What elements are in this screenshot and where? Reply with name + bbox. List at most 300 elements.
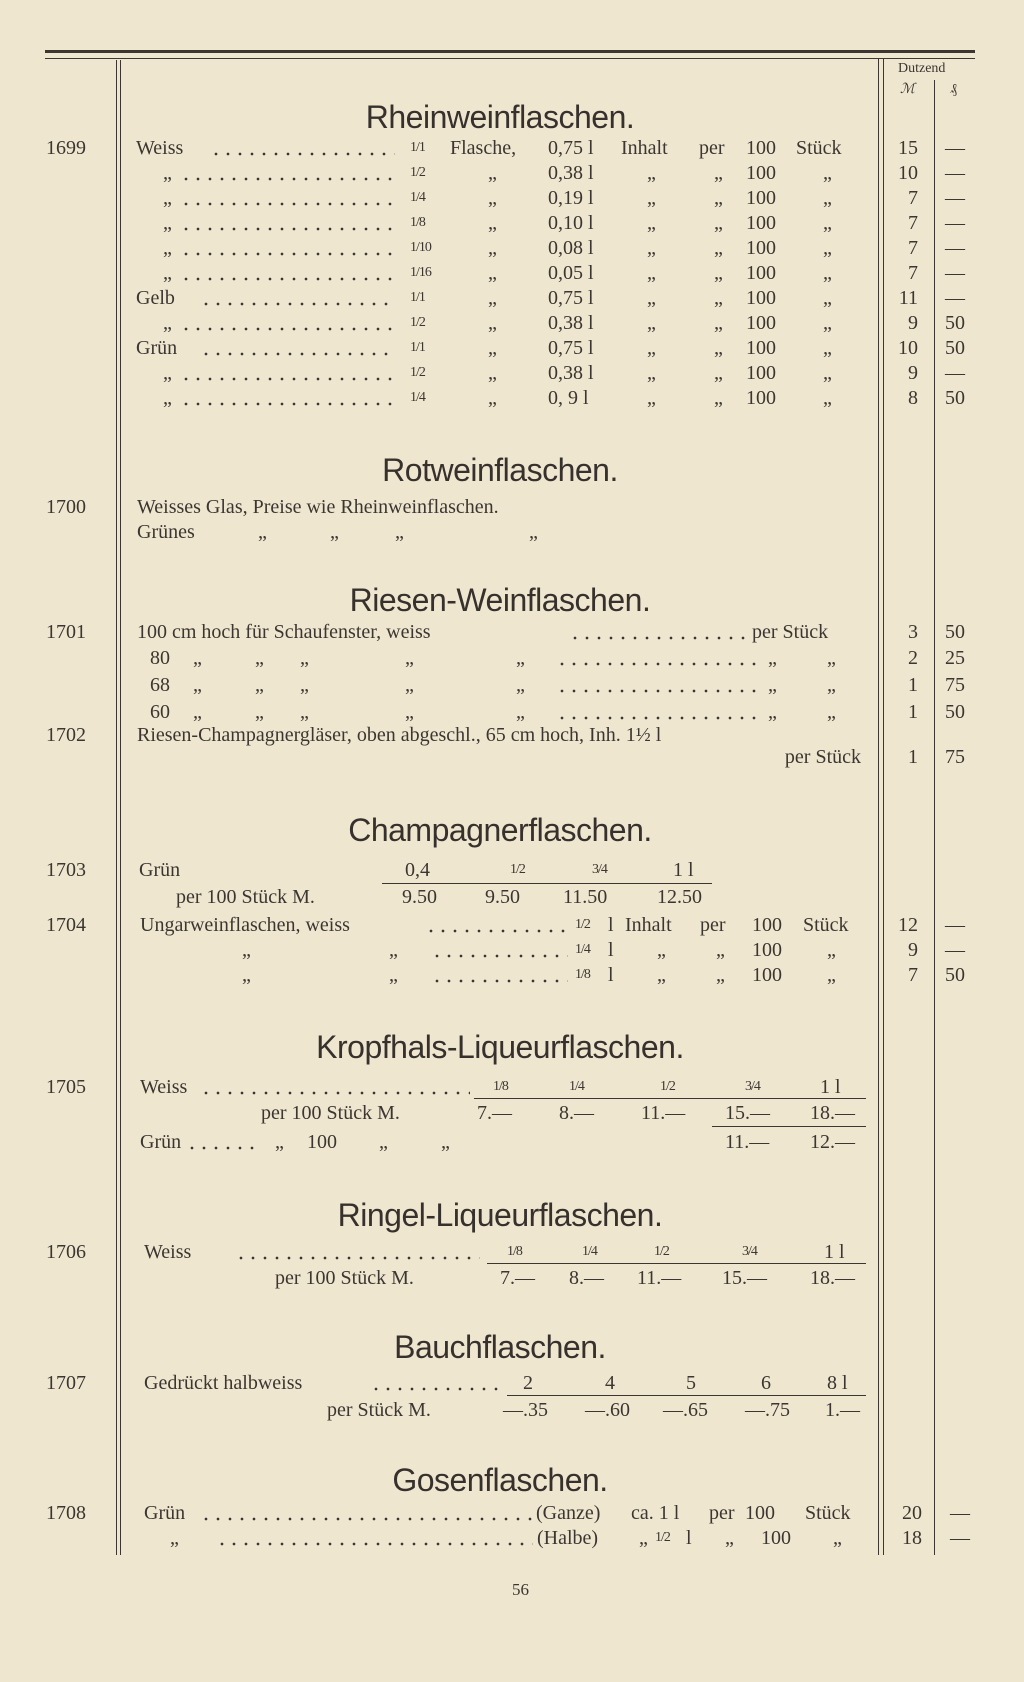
- quantity: 100: [746, 262, 776, 284]
- dot-leader: [216, 1542, 533, 1546]
- ditto-mark: „: [389, 964, 398, 986]
- left-column-rule: [116, 60, 117, 1555]
- ditto-mark: „: [330, 521, 339, 543]
- price: —.75: [745, 1399, 790, 1421]
- ditto-mark: „: [516, 701, 525, 723]
- unit-label: „: [823, 287, 832, 309]
- fraction: 1/2: [655, 1530, 670, 1545]
- per-label: „: [714, 262, 723, 284]
- unit: „: [488, 387, 497, 409]
- item-number: 1701: [46, 621, 86, 643]
- per-label: „: [714, 187, 723, 209]
- content-label: Inhalt: [621, 137, 668, 159]
- size: 3/4: [592, 862, 607, 877]
- price-pfennig: —: [945, 939, 965, 961]
- item-number: 1703: [46, 859, 86, 881]
- row-name: „: [170, 1527, 179, 1549]
- price-mark: 9: [908, 312, 918, 334]
- price: 15.—: [722, 1267, 767, 1289]
- price-pfennig: —: [945, 187, 965, 209]
- unit: „: [488, 162, 497, 184]
- dot-leader: [180, 377, 395, 381]
- section-title-gosenflaschen: Gosenflaschen.: [392, 1462, 608, 1498]
- ditto-mark: „: [300, 674, 309, 696]
- ditto-mark: „: [193, 647, 202, 669]
- size: 1/2: [660, 1079, 675, 1094]
- mark-price: 1: [908, 701, 918, 723]
- mark-price: 18: [902, 1527, 922, 1549]
- price-label: per Stück M.: [327, 1399, 431, 1421]
- unit: Flasche,: [450, 137, 517, 159]
- price: 7.—: [477, 1102, 512, 1124]
- fraction: 1/2: [410, 315, 425, 330]
- section-title-champagnerflaschen: Champagnerflaschen.: [348, 812, 652, 848]
- dot-leader: [200, 1517, 533, 1521]
- mark-price: 20: [902, 1502, 922, 1524]
- mark-price: 1: [908, 746, 918, 768]
- ditto-mark: „: [255, 674, 264, 696]
- size: 1/2: [510, 862, 525, 877]
- ditto-mark: „: [405, 701, 414, 723]
- content-label: „: [647, 262, 656, 284]
- ditto-mark: „: [441, 1131, 450, 1153]
- price-mark: 9: [908, 362, 918, 384]
- ditto-mark: „: [258, 521, 267, 543]
- content-label: „: [647, 212, 656, 234]
- row-name: Grün: [139, 859, 181, 881]
- size: 3/4: [742, 1244, 757, 1259]
- unit-label: Stück: [796, 137, 842, 159]
- fraction: 1/4: [410, 390, 425, 405]
- ditto-mark: „: [275, 1131, 284, 1153]
- ditto-mark: „: [768, 647, 777, 669]
- right-column-rule: [878, 58, 879, 1555]
- dot-leader: [431, 954, 568, 958]
- pfennig-symbol: ₰: [950, 82, 957, 97]
- item-number: 1704: [46, 914, 86, 936]
- section-title-riesen-weinflaschen: Riesen-Weinflaschen.: [349, 582, 651, 618]
- unit-label: „: [823, 212, 832, 234]
- row-name: „: [163, 212, 172, 234]
- fraction: 1/1: [410, 340, 425, 355]
- price: 9.50: [402, 886, 437, 908]
- unit-label: „: [827, 939, 836, 961]
- fraction: 1/1: [410, 140, 425, 155]
- dot-leader: [186, 1146, 262, 1150]
- size: 1/4: [569, 1079, 584, 1094]
- price: 1.—: [825, 1399, 860, 1421]
- price-pfennig: 50: [945, 387, 965, 409]
- mark-price: 3: [908, 621, 918, 643]
- price-mark: 7: [908, 212, 918, 234]
- price-pfennig: —: [945, 287, 965, 309]
- top-thin-rule: [45, 58, 975, 59]
- section-title-rotweinflaschen: Rotweinflaschen.: [382, 452, 618, 488]
- price-mark: 7: [908, 262, 918, 284]
- dot-leader: [180, 402, 395, 406]
- quantity: 100: [746, 287, 776, 309]
- mark-price: 9: [908, 939, 918, 961]
- ditto-mark: „: [193, 701, 202, 723]
- ditto-mark: „: [242, 964, 251, 986]
- row-name: „: [163, 187, 172, 209]
- per-label: per: [699, 137, 725, 159]
- dot-leader: [180, 327, 395, 331]
- content-label: „: [657, 939, 666, 961]
- size: 1/8: [507, 1244, 522, 1259]
- price-mark: 11: [898, 287, 918, 309]
- content-label: „: [647, 237, 656, 259]
- ditto-mark: „: [833, 1527, 842, 1549]
- section-title-rheinweinflaschen: Rheinweinflaschen.: [365, 99, 635, 135]
- dot-leader: [180, 252, 395, 256]
- size: 60: [150, 701, 170, 723]
- size: 1 l: [824, 1241, 845, 1263]
- bottle-kind: (Halbe): [537, 1527, 599, 1549]
- size: 1/8: [493, 1079, 508, 1094]
- section-title-bauchflaschen: Bauchflaschen.: [394, 1329, 606, 1365]
- mark-price: 2: [908, 647, 918, 669]
- content-label: Inhalt: [625, 914, 672, 936]
- description: Riesen-Champagnergläser, oben abgeschl., 65 cm hoch, Inh. 1½ l: [137, 724, 662, 746]
- price: —.35: [503, 1399, 548, 1421]
- dot-leader: [556, 716, 760, 720]
- quantity: 100: [746, 137, 776, 159]
- dot-leader: [180, 177, 395, 181]
- unit: l: [686, 1527, 692, 1549]
- unit: „: [488, 287, 497, 309]
- dutzend-header: Dutzend: [898, 61, 946, 76]
- price: 7.—: [500, 1267, 535, 1289]
- quantity: 100: [746, 362, 776, 384]
- per-label: „: [714, 212, 723, 234]
- dot-leader: [180, 202, 395, 206]
- fraction: 1/4: [410, 190, 425, 205]
- row-name: „: [163, 312, 172, 334]
- price: 18.—: [810, 1102, 855, 1124]
- price-label: per 100 Stück M.: [176, 886, 315, 908]
- item-number: 1702: [46, 724, 86, 746]
- ditto-mark: „: [516, 647, 525, 669]
- price: 18.—: [810, 1267, 855, 1289]
- price-pfennig: —: [950, 1502, 970, 1524]
- mark-price: 12: [898, 914, 918, 936]
- ditto-mark: „: [255, 701, 264, 723]
- ditto-mark: „: [300, 647, 309, 669]
- price-mark: 8: [908, 387, 918, 409]
- ditto-mark: „: [639, 1527, 648, 1549]
- per-label: „: [714, 237, 723, 259]
- price-label: per 100 Stück M.: [261, 1102, 400, 1124]
- volume: 0,10 l: [548, 212, 594, 234]
- unit-label: Stück: [803, 914, 849, 936]
- ditto-mark: „: [827, 701, 836, 723]
- page-number: 56: [512, 1580, 529, 1599]
- underline-rule: [712, 1126, 866, 1127]
- dot-leader: [556, 689, 760, 693]
- content-label: „: [647, 162, 656, 184]
- per-label: „: [714, 162, 723, 184]
- price-pfennig: —: [950, 1527, 970, 1549]
- row-name: Grün: [140, 1131, 182, 1153]
- unit-label: „: [823, 187, 832, 209]
- unit-label: Stück: [805, 1502, 851, 1524]
- description: Grünes: [137, 521, 195, 543]
- quantity: 100: [752, 964, 782, 986]
- unit-label: per Stück: [752, 621, 829, 643]
- ditto-mark: „: [405, 674, 414, 696]
- left-column-rule: [120, 60, 121, 1555]
- size: 1 l: [820, 1076, 841, 1098]
- fraction: 1/2: [410, 165, 425, 180]
- price: 11.—: [725, 1131, 770, 1153]
- price-divider-rule: [934, 80, 935, 1555]
- fraction: 1/2: [575, 917, 590, 932]
- ditto-mark: „: [242, 939, 251, 961]
- dot-leader: [425, 929, 568, 933]
- unit-label: „: [823, 362, 832, 384]
- size: 6: [761, 1372, 771, 1394]
- price-pfennig: —: [945, 162, 965, 184]
- price: 12.—: [810, 1131, 855, 1153]
- ditto-mark: „: [827, 674, 836, 696]
- dot-leader: [200, 302, 395, 306]
- price-pfennig: —: [945, 262, 965, 284]
- fraction: 1/2: [410, 365, 425, 380]
- ditto-mark: „: [255, 647, 264, 669]
- ditto-mark: „: [379, 1131, 388, 1153]
- ditto-mark: „: [516, 674, 525, 696]
- ditto-mark: „: [768, 674, 777, 696]
- unit-label: „: [827, 964, 836, 986]
- unit-label: „: [823, 262, 832, 284]
- fraction: 1/10: [410, 240, 431, 255]
- quantity: 100: [745, 1502, 775, 1524]
- quantity: 100: [746, 237, 776, 259]
- price-mark: 15: [898, 137, 918, 159]
- price-pfennig: 75: [945, 674, 965, 696]
- fraction: 1/8: [575, 967, 590, 982]
- item-number: 1699: [46, 137, 86, 159]
- underline-rule: [487, 1263, 866, 1264]
- fraction: 1/1: [410, 290, 425, 305]
- item-number: 1700: [46, 496, 86, 518]
- size: 1 l: [673, 859, 694, 881]
- fraction: 1/16: [410, 265, 431, 280]
- per-label: „: [714, 312, 723, 334]
- price-pfennig: —: [945, 914, 965, 936]
- unit: „: [488, 212, 497, 234]
- per-label: „: [714, 362, 723, 384]
- content-label: „: [647, 337, 656, 359]
- ditto-mark: „: [827, 647, 836, 669]
- dot-leader: [431, 979, 568, 983]
- dot-leader: [556, 662, 760, 666]
- unit-label: „: [823, 237, 832, 259]
- quantity: 100: [746, 387, 776, 409]
- volume: 0,75 l: [548, 137, 594, 159]
- row-name: „: [163, 387, 172, 409]
- content-label: „: [657, 964, 666, 986]
- ditto-mark: „: [193, 674, 202, 696]
- price-label: per 100 Stück M.: [275, 1267, 414, 1289]
- row-name: Weiss: [144, 1241, 192, 1263]
- quantity: 100: [307, 1131, 337, 1153]
- content-label: „: [647, 287, 656, 309]
- fraction: 1/4: [575, 942, 590, 957]
- bottle-kind: (Ganze): [536, 1502, 601, 1524]
- quantity: 100: [746, 312, 776, 334]
- size: 4: [605, 1372, 615, 1394]
- quantity: 100: [761, 1527, 791, 1549]
- volume: 0,38 l: [548, 362, 594, 384]
- content-label: „: [647, 387, 656, 409]
- volume: 0,05 l: [548, 262, 594, 284]
- ditto-mark: „: [405, 647, 414, 669]
- section-title-kropfhals-liqueurflaschen: Kropfhals-Liqueurflaschen.: [316, 1029, 684, 1065]
- dot-leader: [235, 1256, 480, 1260]
- dot-leader: [180, 277, 395, 281]
- fraction: 1/8: [410, 215, 425, 230]
- item-number: 1708: [46, 1502, 86, 1524]
- ditto-mark: „: [395, 521, 404, 543]
- row-name: Weiss: [136, 137, 184, 159]
- per-label: „: [714, 287, 723, 309]
- unit-label: „: [823, 337, 832, 359]
- price-pfennig: 50: [945, 964, 965, 986]
- unit-label: „: [823, 312, 832, 334]
- underline-rule: [474, 1098, 866, 1099]
- price-mark: 7: [908, 187, 918, 209]
- per-label: „: [716, 964, 725, 986]
- size: 5: [686, 1372, 696, 1394]
- item-number: 1707: [46, 1372, 86, 1394]
- row-name: „: [163, 237, 172, 259]
- price-mark: 10: [898, 162, 918, 184]
- price-pfennig: —: [945, 137, 965, 159]
- item-number: 1705: [46, 1076, 86, 1098]
- per-label: „: [714, 387, 723, 409]
- per-label: per: [709, 1502, 735, 1524]
- volume: 0, 9 l: [548, 387, 589, 409]
- ditto-mark: „: [768, 701, 777, 723]
- row-name: Ungarweinflaschen, weiss: [140, 914, 350, 936]
- underline-rule: [507, 1395, 866, 1396]
- unit: „: [488, 312, 497, 334]
- row-name: „: [163, 362, 172, 384]
- per-label: per: [700, 914, 726, 936]
- row-name: „: [163, 262, 172, 284]
- mark-price: 1: [908, 674, 918, 696]
- volume: 0,75 l: [548, 337, 594, 359]
- price: 8.—: [559, 1102, 594, 1124]
- dot-leader: [210, 152, 395, 156]
- price-pfennig: 75: [945, 746, 965, 768]
- volume: 0,38 l: [548, 312, 594, 334]
- quantity: 100: [746, 187, 776, 209]
- unit: „: [488, 187, 497, 209]
- dot-leader: [569, 636, 745, 640]
- price: 11.50: [563, 886, 608, 908]
- dot-leader: [200, 352, 395, 356]
- size: 2: [523, 1372, 533, 1394]
- quantity: 100: [746, 337, 776, 359]
- unit: „: [488, 237, 497, 259]
- content-label: „: [647, 312, 656, 334]
- price-pfennig: —: [945, 212, 965, 234]
- underline-rule: [382, 883, 712, 884]
- volume: ca. 1 l: [631, 1502, 680, 1524]
- row-name: „: [163, 162, 172, 184]
- section-title-ringel-liqueurflaschen: Ringel-Liqueurflaschen.: [337, 1197, 663, 1233]
- unit: l: [608, 939, 614, 961]
- unit: l: [608, 914, 614, 936]
- mark-symbol: ℳ: [900, 82, 915, 97]
- price-pfennig: 50: [945, 621, 965, 643]
- right-column-rule: [883, 58, 884, 1555]
- description: Weisses Glas, Preise wie Rheinweinflaschen.: [137, 496, 499, 518]
- price: 8.—: [569, 1267, 604, 1289]
- unit: „: [488, 362, 497, 384]
- size: 68: [150, 674, 170, 696]
- price: 11.—: [637, 1267, 682, 1289]
- size: 0,4: [405, 859, 430, 881]
- content-label: „: [647, 187, 656, 209]
- size: 1/2: [654, 1244, 669, 1259]
- quantity: 100: [746, 212, 776, 234]
- per-label: „: [714, 337, 723, 359]
- price-pfennig: —: [945, 237, 965, 259]
- row-name: Weiss: [140, 1076, 188, 1098]
- price-mark: 10: [898, 337, 918, 359]
- volume: 0,38 l: [548, 162, 594, 184]
- row-name: Grün: [144, 1502, 186, 1524]
- price-mark: 7: [908, 237, 918, 259]
- volume: 0,19 l: [548, 187, 594, 209]
- ditto-mark: „: [529, 521, 538, 543]
- size: 8 l: [827, 1372, 848, 1394]
- price: 9.50: [485, 886, 520, 908]
- unit: „: [488, 262, 497, 284]
- quantity: 100: [752, 939, 782, 961]
- unit: l: [608, 964, 614, 986]
- quantity: 100: [746, 162, 776, 184]
- size: 80: [150, 647, 170, 669]
- row-name: Gedrückt halbweiss: [144, 1372, 303, 1394]
- content-label: „: [647, 362, 656, 384]
- ditto-mark: „: [389, 939, 398, 961]
- volume: 0,08 l: [548, 237, 594, 259]
- ditto-mark: „: [725, 1527, 734, 1549]
- price-pfennig: 50: [945, 312, 965, 334]
- dot-leader: [180, 227, 395, 231]
- size: 1/4: [582, 1244, 597, 1259]
- price-pfennig: 50: [945, 701, 965, 723]
- top-rule: [45, 50, 975, 53]
- unit-label: „: [823, 162, 832, 184]
- item-number: 1706: [46, 1241, 86, 1263]
- price-pfennig: 50: [945, 337, 965, 359]
- price: 12.50: [657, 886, 702, 908]
- price-pfennig: —: [945, 362, 965, 384]
- dot-leader: [200, 1091, 470, 1095]
- unit-label: per Stück: [784, 746, 861, 768]
- description: 100 cm hoch für Schaufenster, weiss: [137, 621, 431, 643]
- mark-price: 7: [908, 964, 918, 986]
- dot-leader: [370, 1387, 505, 1391]
- price: —.65: [663, 1399, 708, 1421]
- volume: 0,75 l: [548, 287, 594, 309]
